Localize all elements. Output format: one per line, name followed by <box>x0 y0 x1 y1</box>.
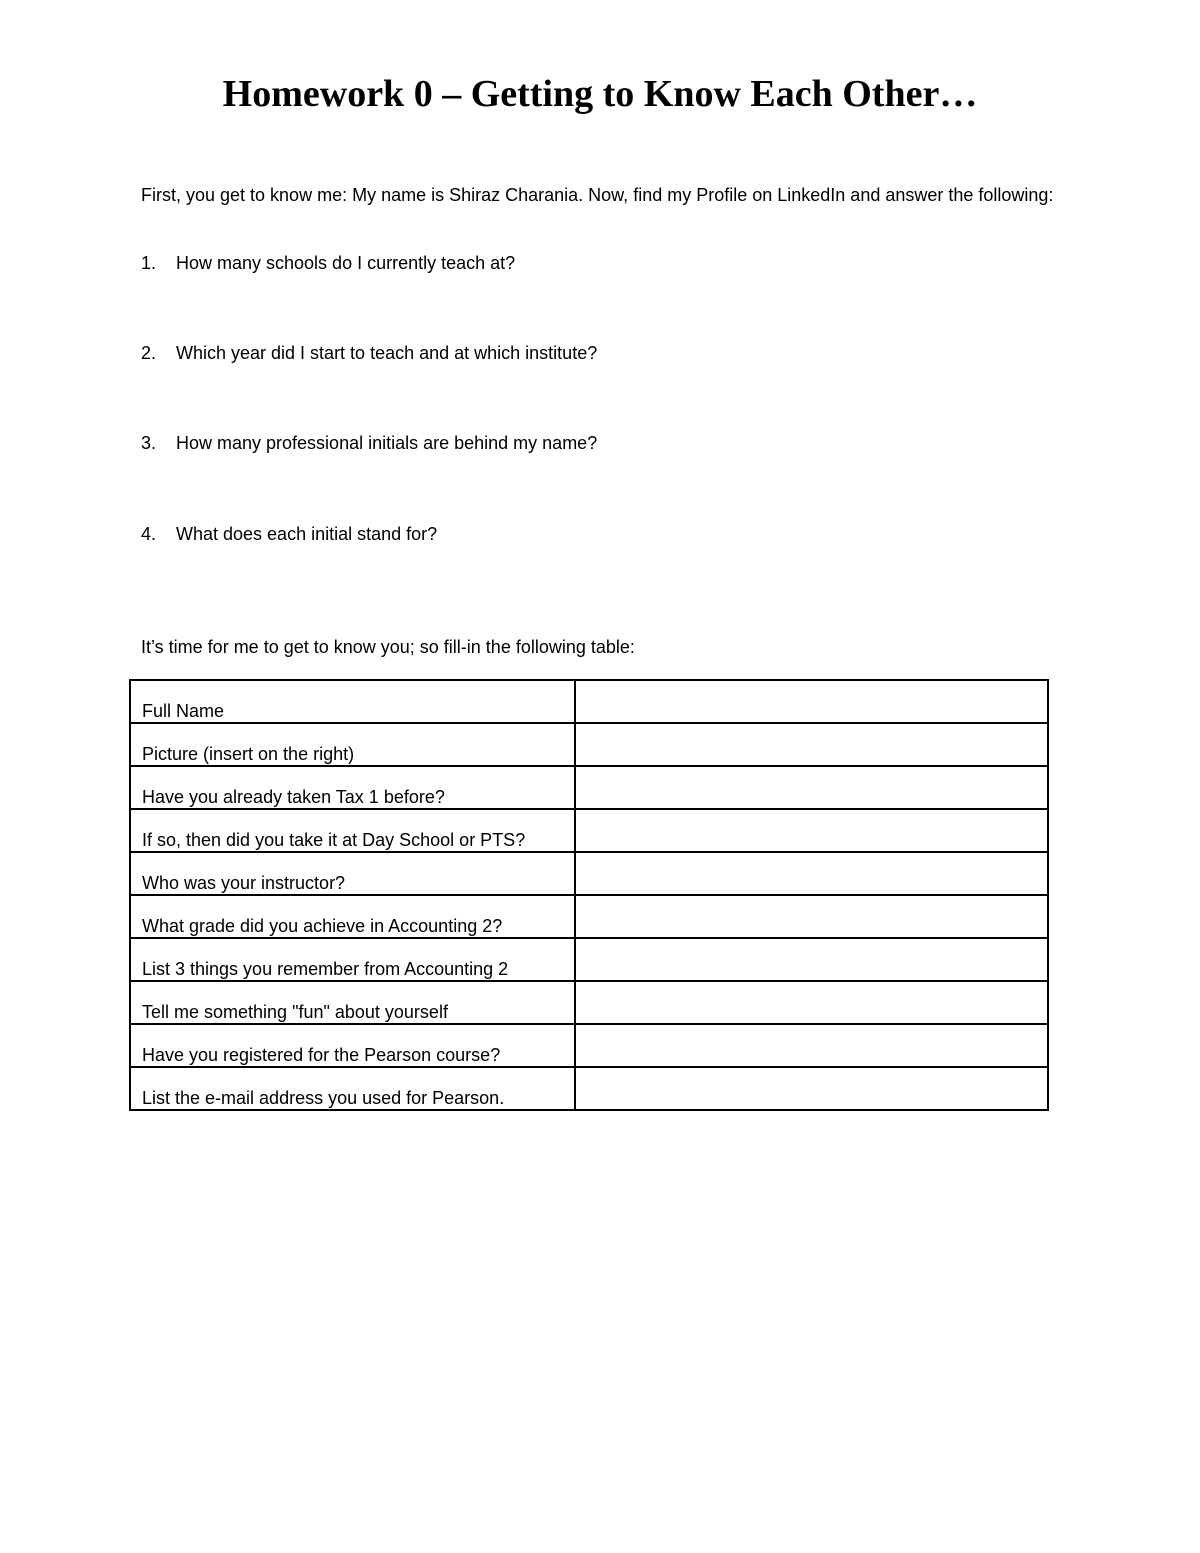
question-text: Which year did I start to teach and at which institute? <box>176 343 598 363</box>
question-number: 1. <box>141 253 157 273</box>
answer-cell-accounting-2-grade[interactable] <box>575 895 1048 938</box>
table-row <box>130 680 1048 723</box>
table-row <box>130 1067 1048 1110</box>
question-number: 2. <box>141 343 157 363</box>
question-3 <box>141 432 597 454</box>
row-label-taken-tax-1: Have you already taken Tax 1 before? <box>130 766 575 809</box>
question-text: How many professional initials are behind my name? <box>176 433 598 453</box>
student-info-table <box>129 679 1049 1111</box>
answer-cell-pearson-registered[interactable] <box>575 1024 1048 1067</box>
table-row <box>130 1024 1048 1067</box>
question-text: What does each initial stand for? <box>176 524 438 544</box>
row-label-fun-fact: Tell me something "fun" about yourself <box>130 981 575 1024</box>
table-row <box>130 895 1048 938</box>
question-number: 3. <box>141 433 157 453</box>
answer-cell-picture[interactable] <box>575 723 1048 766</box>
row-label-full-name: Full Name <box>130 680 575 723</box>
question-4 <box>141 523 437 545</box>
row-label-pearson-registered: Have you registered for the Pearson course? <box>130 1024 575 1067</box>
question-number: 4. <box>141 524 157 544</box>
table-row <box>130 723 1048 766</box>
table-row <box>130 981 1048 1024</box>
answer-cell-taken-tax-1[interactable] <box>575 766 1048 809</box>
row-label-day-school-or-pts: If so, then did you take it at Day School or PTS? <box>130 809 575 852</box>
answer-cell-accounting-2-things[interactable] <box>575 938 1048 981</box>
question-text: How many schools do I currently teach at? <box>176 253 516 273</box>
row-label-picture: Picture (insert on the right) <box>130 723 575 766</box>
question-1 <box>141 252 515 274</box>
answer-cell-day-school-or-pts[interactable] <box>575 809 1048 852</box>
intro-paragraph: First, you get to know me: My name is Shiraz Charania. Now, find my Profile on LinkedIn and answer the following: <box>141 185 1054 205</box>
answer-cell-full-name[interactable] <box>575 680 1048 723</box>
row-label-accounting-2-grade: What grade did you achieve in Accounting 2? <box>130 895 575 938</box>
row-label-accounting-2-things: List 3 things you remember from Accounting 2 <box>130 938 575 981</box>
table-row <box>130 938 1048 981</box>
table-row <box>130 852 1048 895</box>
table-intro: It’s time for me to get to know you; so fill-in the following table: <box>141 637 635 657</box>
question-2 <box>141 342 597 364</box>
answer-cell-fun-fact[interactable] <box>575 981 1048 1024</box>
row-label-instructor: Who was your instructor? <box>130 852 575 895</box>
table-row <box>130 809 1048 852</box>
table-row <box>130 766 1048 809</box>
page-title: Homework 0 – Getting to Know Each Other… <box>222 73 978 115</box>
answer-cell-pearson-email[interactable] <box>575 1067 1048 1110</box>
answer-cell-instructor[interactable] <box>575 852 1048 895</box>
row-label-pearson-email: List the e-mail address you used for Pearson. <box>130 1067 575 1110</box>
